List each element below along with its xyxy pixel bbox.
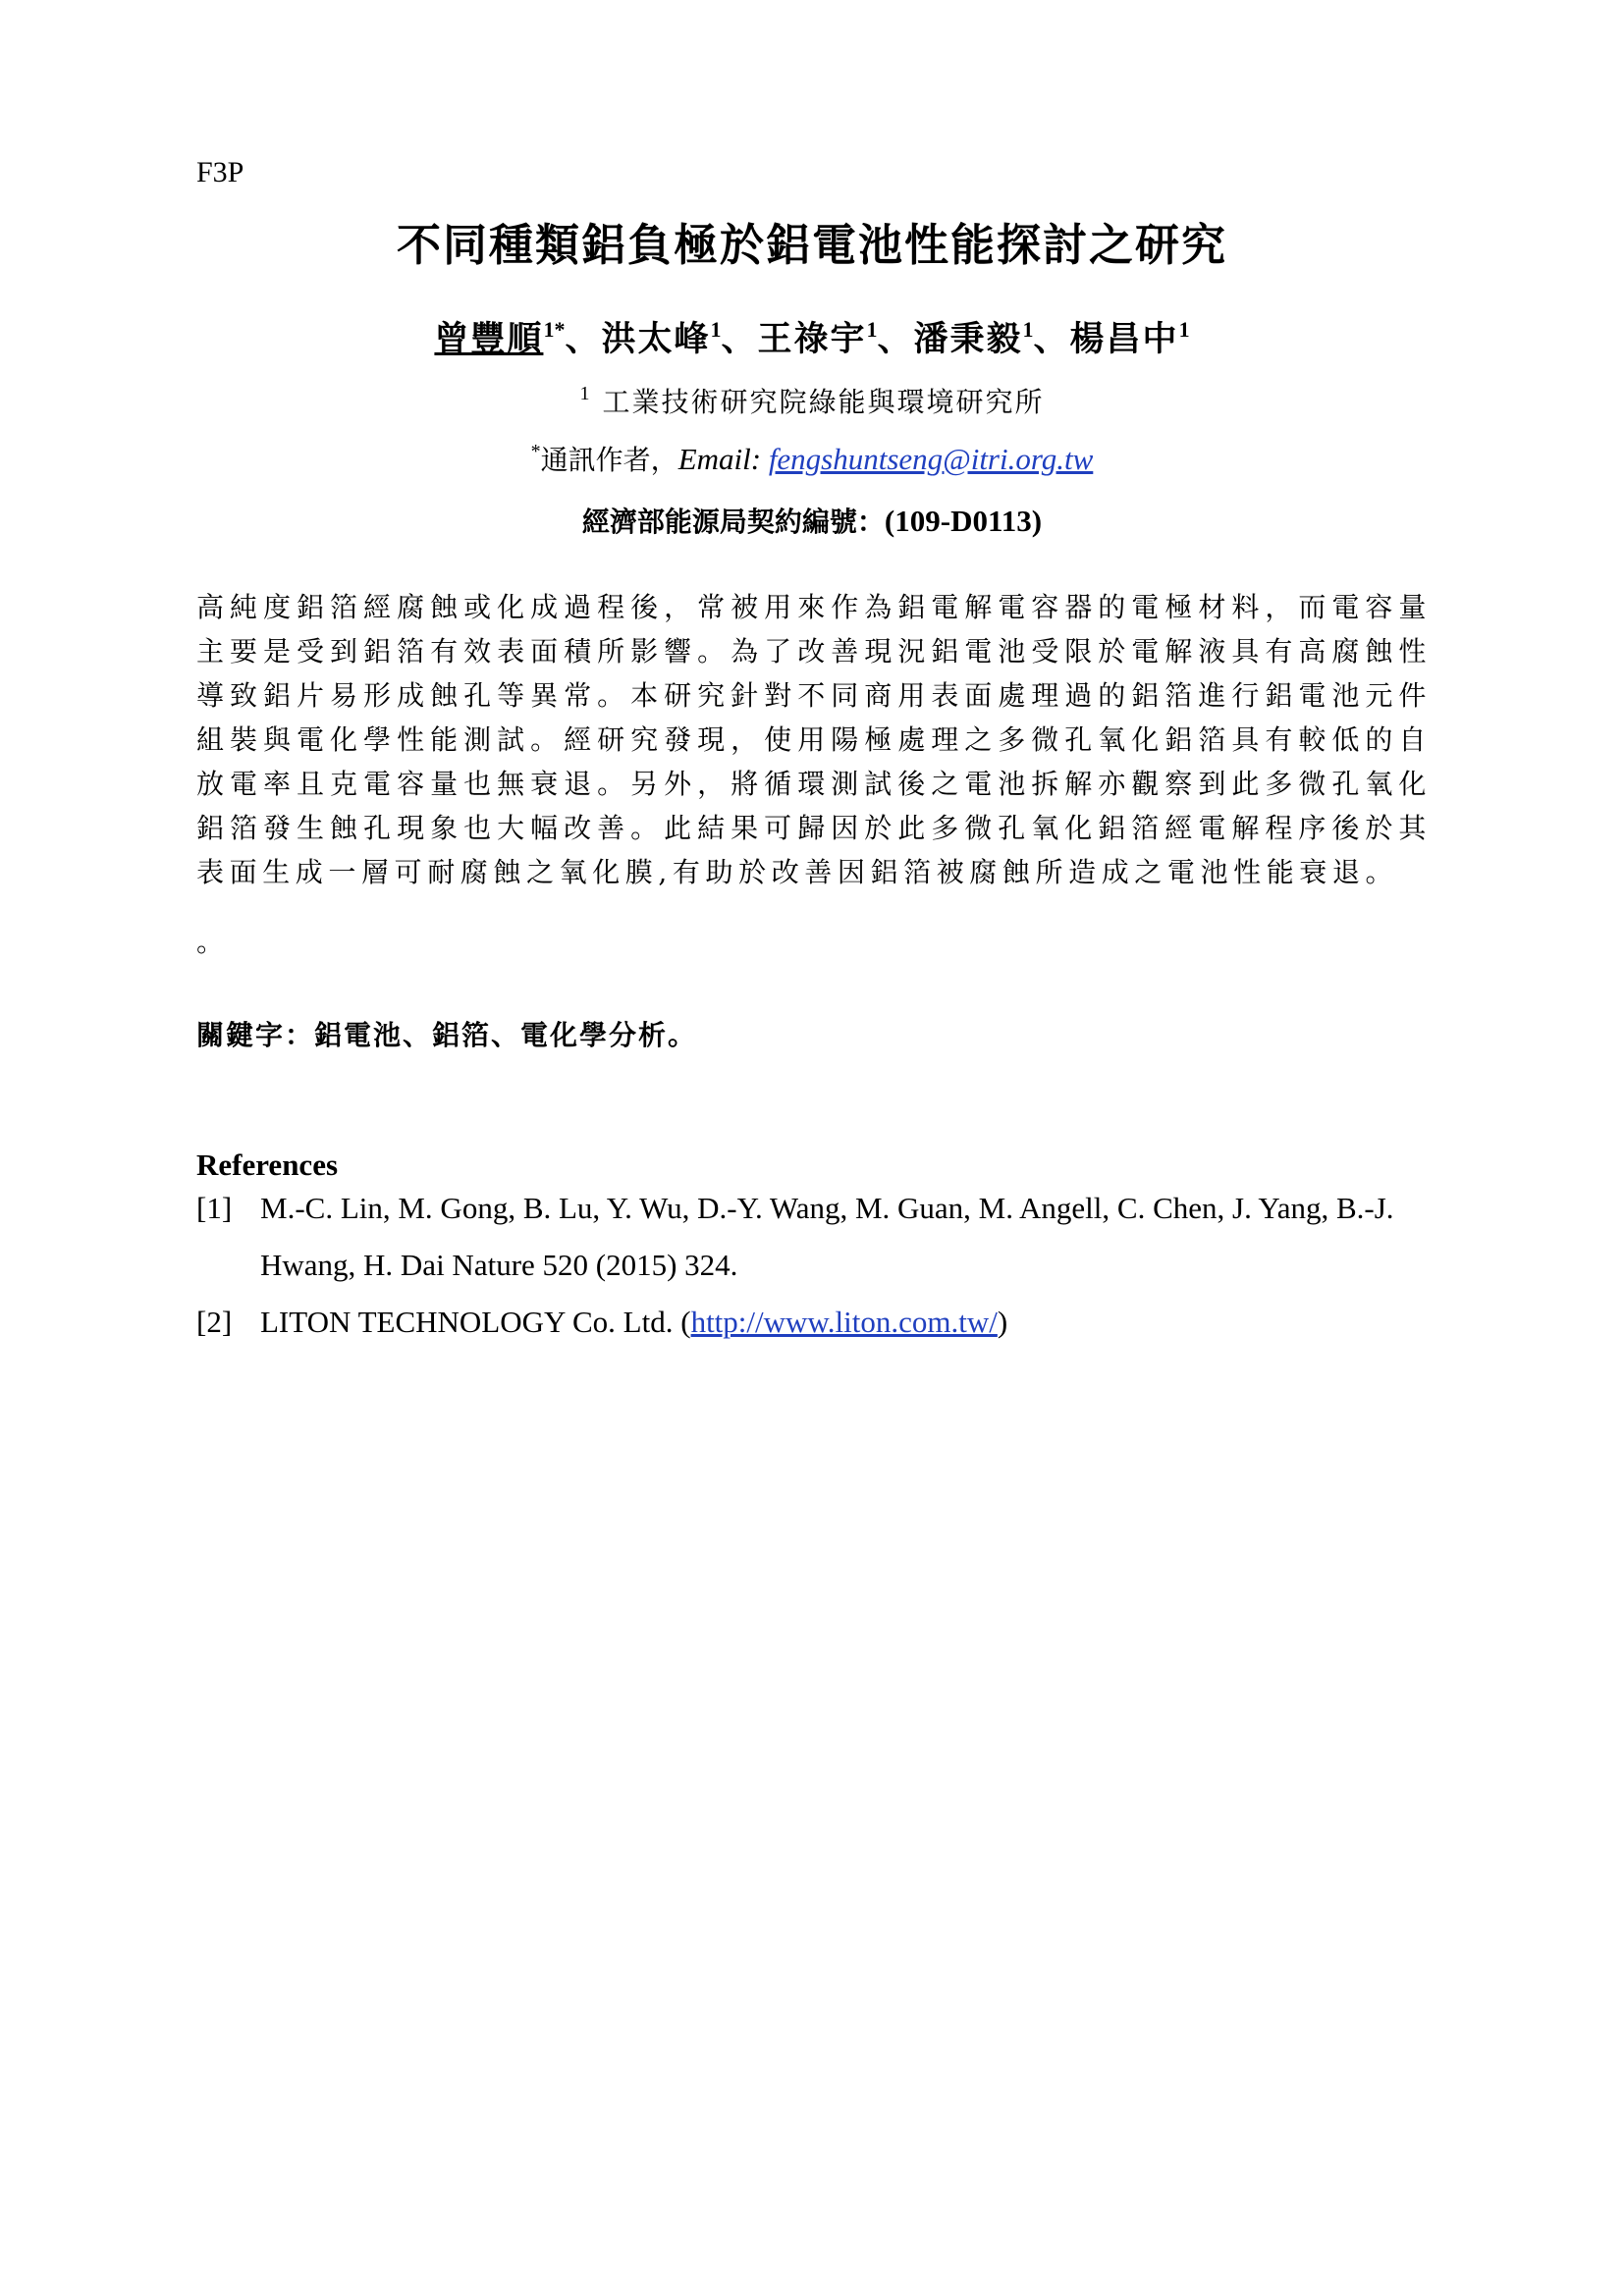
corresponding-label: 通訊作者， <box>540 444 678 476</box>
author-affiliation-mark: 1* <box>543 317 566 342</box>
author-name: 楊昌中 <box>1069 319 1179 359</box>
affiliation <box>0 383 1624 422</box>
reference-item <box>196 1294 1453 1353</box>
reference-number: [2] <box>196 1305 233 1339</box>
author-name: 曾豐順 <box>434 319 544 359</box>
author-affiliation-mark: 1 <box>1022 317 1034 342</box>
reference-text <box>260 1294 1453 1351</box>
author-separator: 、 <box>721 319 758 359</box>
email-link[interactable]: fengshuntseng@itri.org.tw <box>768 442 1094 476</box>
abstract-trailing-mark: 。 <box>196 926 225 958</box>
session-code: F3P <box>196 156 244 188</box>
reference-item <box>196 1180 1453 1298</box>
paper-title: 不同種類鋁負極於鋁電池性能探討之研究 <box>396 219 1227 271</box>
reference-text-after: ) <box>997 1305 1008 1339</box>
author-list <box>0 316 1624 363</box>
author-affiliation-mark: 1 <box>1178 317 1190 342</box>
corresponding-author <box>0 440 1624 480</box>
author-name: 洪太峰 <box>601 319 711 359</box>
author-affiliation-mark: 1 <box>866 317 878 342</box>
author-name: 王祿宇 <box>757 319 867 359</box>
email-label: Email: <box>677 442 769 476</box>
reference-number: [1] <box>196 1191 233 1225</box>
author-separator: 、 <box>565 319 602 359</box>
author-affiliation-mark: 1 <box>710 317 722 342</box>
contract-number <box>0 501 1624 543</box>
author-separator: 、 <box>877 319 914 359</box>
reference-link[interactable]: http://www.liton.com.tw/ <box>690 1305 998 1339</box>
affiliation-mark: 1 <box>579 383 592 404</box>
contract-id: (109-D0113) <box>884 504 1043 538</box>
keywords: 關鍵字：鋁電池、鋁箔、電化學分析。 <box>196 1019 698 1051</box>
contract-label: 經濟部能源局契約編號： <box>581 506 885 538</box>
affiliation-text: 工業技術研究院綠能與環境研究所 <box>602 386 1045 418</box>
reference-text-before: LITON TECHNOLOGY Co. Ltd. ( <box>260 1305 691 1339</box>
author-name: 潘秉毅 <box>913 319 1023 359</box>
corresponding-mark: * <box>530 441 541 462</box>
abstract-text: 高純度鋁箔經腐蝕或化成過程後，常被用來作為鋁電解電容器的電極材料，而電容量主要是受到鋁箔有效表面積所影響。為了改善現況鋁電池受限於電解液具有高腐蝕性導致鋁片易形成蝕孔等異常。本研究針對不同商用表面處理過的鋁箔進行鋁電池元件組裝與電化學性能測試。經研究發現，使用陽極處理之多微孔氧化鋁箔具有較低的自放電率且克電容量也無衰退。另外，將循環測試後之電池拆解亦觀察到此多微孔氧化鋁箔發生蝕孔現象也大幅改善。此結果可歸因於此多微孔氧化鋁箔經電解程序後於其表面生成一層可耐腐蝕之氧化膜,有助於改善因鋁箔被腐蝕所造成之電池性能衰退。 <box>196 591 1432 888</box>
references-heading: References <box>196 1148 339 1182</box>
author-separator: 、 <box>1033 319 1070 359</box>
reference-text: M.-C. Lin, M. Gong, B. Lu, Y. Wu, D.-Y. Wang, M. Guan, M. Angell, C. Chen, J. Yang, B.-J. Hwang, H. Dai Nature 520 (2015) 324. <box>260 1191 1394 1282</box>
